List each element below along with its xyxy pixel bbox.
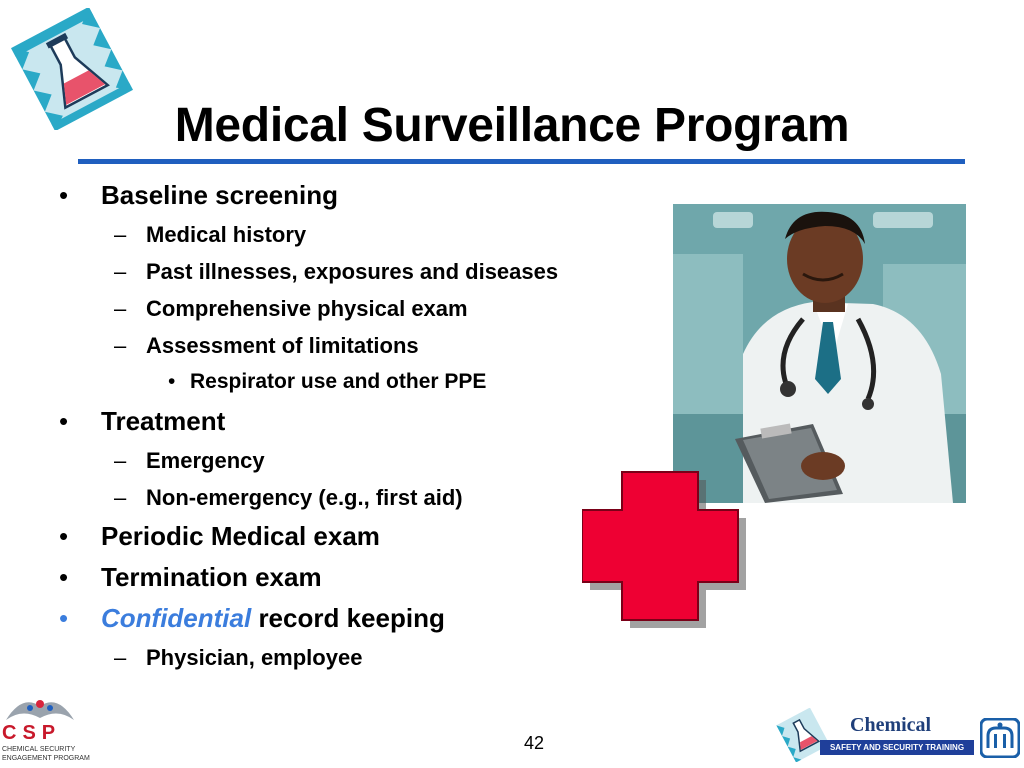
list-item: • Respirator use and other PPE (168, 370, 487, 393)
list-item: – Comprehensive physical exam (114, 296, 468, 321)
training-banner: SAFETY AND SECURITY TRAINING (820, 740, 974, 755)
list-item: – Past illnesses, exposures and diseases (114, 259, 559, 284)
page-number: 42 (524, 733, 545, 753)
csp-letters: CSP (2, 722, 62, 744)
list-item: – Physician, employee (114, 645, 363, 670)
list-item: • Confidential record keeping (59, 603, 445, 633)
list-item: • Treatment (59, 406, 226, 436)
chemical-training-logo (776, 706, 976, 764)
list-item: – Medical history (114, 222, 307, 247)
csp-subtitle-2: ENGAGEMENT PROGRAM (2, 755, 90, 762)
csp-subtitle-1: CHEMICAL SECURITY (2, 746, 76, 753)
list-item: – Non-emergency (e.g., first aid) (114, 485, 463, 510)
confidential-emphasis: Confidential (101, 603, 252, 633)
list-item: • Baseline screening (59, 180, 338, 210)
list-item: – Emergency (114, 448, 265, 473)
list-item: – Assessment of limitations (114, 333, 419, 358)
red-cross-icon (582, 470, 752, 635)
csp-logo (0, 690, 90, 768)
sandia-logo-icon (980, 718, 1020, 758)
list-item: • Periodic Medical exam (59, 521, 380, 551)
doctor-clipart-icon (673, 204, 966, 503)
chemical-word: Chemical (850, 714, 932, 736)
list-item: • Termination exam (59, 562, 322, 592)
slide-title: Medical Surveillance Program (174, 99, 850, 152)
